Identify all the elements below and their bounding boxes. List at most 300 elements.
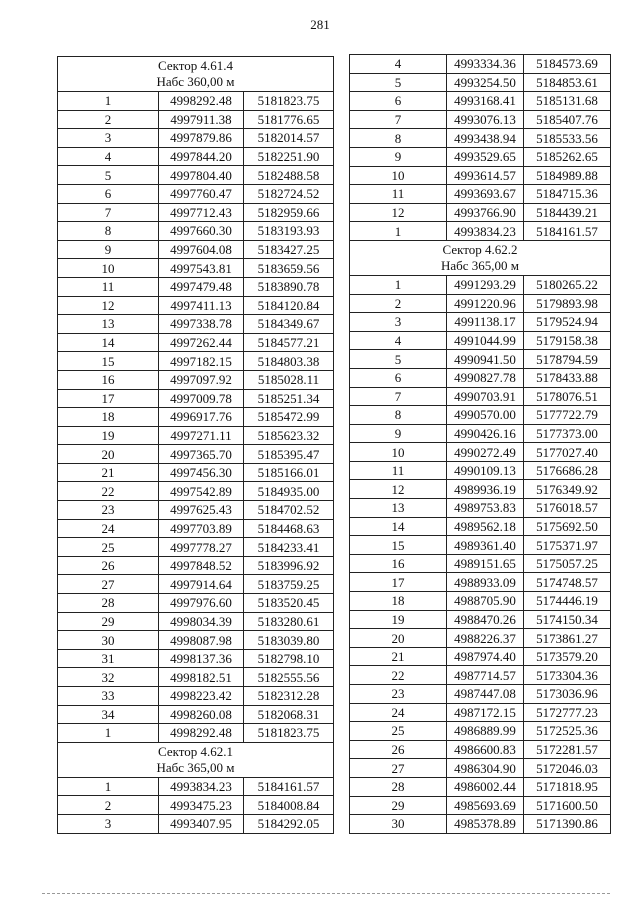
point-number: 5 bbox=[350, 350, 447, 369]
point-number: 15 bbox=[58, 352, 159, 371]
coord-y: 5183280.61 bbox=[244, 612, 334, 631]
table-row bbox=[350, 573, 611, 592]
table-row bbox=[350, 666, 611, 685]
point-number: 2 bbox=[350, 294, 447, 313]
sector-elevation: Набс 360,00 м bbox=[156, 74, 235, 89]
bottom-scan-edge bbox=[42, 893, 610, 894]
coord-x: 4997848.52 bbox=[159, 556, 244, 575]
sector-elevation: Набс 365,00 м bbox=[440, 257, 520, 273]
coord-y: 5184577.21 bbox=[244, 333, 334, 352]
table-row bbox=[350, 203, 611, 222]
coord-y: 5179158.38 bbox=[524, 331, 611, 350]
coord-x: 4989753.83 bbox=[447, 499, 524, 518]
coord-y: 5182068.31 bbox=[244, 705, 334, 724]
sector-title: Сектор 4.62.1 bbox=[157, 743, 233, 759]
point-number: 11 bbox=[350, 185, 447, 204]
coord-y: 5171600.50 bbox=[524, 796, 611, 815]
table-row bbox=[58, 777, 334, 796]
coord-x: 4997760.47 bbox=[159, 184, 244, 203]
point-number: 28 bbox=[350, 777, 447, 796]
point-number: 3 bbox=[350, 313, 447, 332]
coord-x: 4990272.49 bbox=[447, 443, 524, 462]
point-number: 2 bbox=[58, 796, 159, 815]
coord-y: 5183427.25 bbox=[244, 240, 334, 259]
table-row bbox=[58, 129, 334, 148]
table-row bbox=[350, 777, 611, 796]
point-number: 4 bbox=[350, 55, 447, 74]
coord-y: 5184935.00 bbox=[244, 482, 334, 501]
table-row bbox=[350, 685, 611, 704]
table-row bbox=[350, 554, 611, 573]
coord-x: 4990570.00 bbox=[447, 406, 524, 425]
point-number: 16 bbox=[58, 370, 159, 389]
coord-x: 4997543.81 bbox=[159, 259, 244, 278]
coord-y: 5184989.88 bbox=[524, 166, 611, 185]
coord-x: 4993407.95 bbox=[159, 814, 244, 833]
coord-x: 4993334.36 bbox=[447, 55, 524, 74]
coord-y: 5181823.75 bbox=[244, 92, 334, 111]
coord-y: 5184349.67 bbox=[244, 315, 334, 334]
table-row bbox=[350, 796, 611, 815]
coord-x: 4985378.89 bbox=[447, 815, 524, 834]
sector-header-row bbox=[58, 57, 334, 92]
point-number: 14 bbox=[350, 517, 447, 536]
coord-x: 4997660.30 bbox=[159, 222, 244, 241]
point-number: 33 bbox=[58, 687, 159, 706]
coord-y: 5185131.68 bbox=[524, 92, 611, 111]
table-row bbox=[58, 556, 334, 575]
point-number: 2 bbox=[58, 110, 159, 129]
coord-x: 4989361.40 bbox=[447, 536, 524, 555]
table-row bbox=[58, 445, 334, 464]
coord-y: 5185166.01 bbox=[244, 463, 334, 482]
coord-y: 5183890.78 bbox=[244, 277, 334, 296]
coord-y: 5185407.76 bbox=[524, 110, 611, 129]
coord-x: 4997914.64 bbox=[159, 575, 244, 594]
table-row bbox=[350, 647, 611, 666]
coord-x: 4990703.91 bbox=[447, 387, 524, 406]
coord-y: 5183193.93 bbox=[244, 222, 334, 241]
table-row bbox=[58, 92, 334, 111]
point-number: 8 bbox=[58, 222, 159, 241]
point-number: 26 bbox=[58, 556, 159, 575]
coord-y: 5181776.65 bbox=[244, 110, 334, 129]
point-number: 13 bbox=[58, 315, 159, 334]
coord-x: 4986600.83 bbox=[447, 740, 524, 759]
coord-y: 5185262.65 bbox=[524, 147, 611, 166]
coord-y: 5182312.28 bbox=[244, 687, 334, 706]
point-number: 21 bbox=[350, 647, 447, 666]
table-row bbox=[58, 631, 334, 650]
table-row bbox=[350, 480, 611, 499]
coord-x: 4997479.48 bbox=[159, 277, 244, 296]
coord-x: 4989151.65 bbox=[447, 554, 524, 573]
coord-y: 5174446.19 bbox=[524, 592, 611, 611]
page-number: 281 bbox=[310, 17, 330, 32]
point-number: 18 bbox=[350, 592, 447, 611]
coord-y: 5184573.69 bbox=[524, 55, 611, 74]
table-row bbox=[58, 796, 334, 815]
coord-x: 4988470.26 bbox=[447, 610, 524, 629]
table-row bbox=[58, 110, 334, 129]
coord-x: 4990426.16 bbox=[447, 424, 524, 443]
table-row bbox=[350, 629, 611, 648]
table-row bbox=[350, 275, 611, 294]
coord-x: 4993529.65 bbox=[447, 147, 524, 166]
coord-y: 5182798.10 bbox=[244, 649, 334, 668]
coord-y: 5185028.11 bbox=[244, 370, 334, 389]
point-number: 11 bbox=[58, 277, 159, 296]
coord-x: 4990941.50 bbox=[447, 350, 524, 369]
point-number: 20 bbox=[350, 629, 447, 648]
coord-y: 5172525.36 bbox=[524, 722, 611, 741]
coord-y: 5179893.98 bbox=[524, 294, 611, 313]
table-row bbox=[350, 536, 611, 555]
coord-y: 5173579.20 bbox=[524, 647, 611, 666]
point-number: 25 bbox=[58, 538, 159, 557]
coord-x: 4997703.89 bbox=[159, 519, 244, 538]
table-row bbox=[350, 703, 611, 722]
coord-y: 5175692.50 bbox=[524, 517, 611, 536]
table-row bbox=[58, 147, 334, 166]
coord-y: 5184803.38 bbox=[244, 352, 334, 371]
coord-x: 4998260.08 bbox=[159, 705, 244, 724]
coord-x: 4997338.78 bbox=[159, 315, 244, 334]
coord-y: 5182251.90 bbox=[244, 147, 334, 166]
coord-x: 4993834.23 bbox=[447, 222, 524, 241]
coord-y: 5176349.92 bbox=[524, 480, 611, 499]
point-number: 31 bbox=[58, 649, 159, 668]
point-number: 4 bbox=[350, 331, 447, 350]
point-number: 5 bbox=[58, 166, 159, 185]
coord-y: 5177373.00 bbox=[524, 424, 611, 443]
coord-x: 4998034.39 bbox=[159, 612, 244, 631]
point-number: 7 bbox=[58, 203, 159, 222]
point-number: 29 bbox=[350, 796, 447, 815]
coord-x: 4997804.40 bbox=[159, 166, 244, 185]
coord-y: 5178794.59 bbox=[524, 350, 611, 369]
table-row bbox=[350, 499, 611, 518]
coord-x: 4997844.20 bbox=[159, 147, 244, 166]
coord-x: 4997456.30 bbox=[159, 463, 244, 482]
coord-x: 4993254.50 bbox=[447, 73, 524, 92]
coord-y: 5182724.52 bbox=[244, 184, 334, 203]
coord-y: 5174748.57 bbox=[524, 573, 611, 592]
coord-x: 4997542.89 bbox=[159, 482, 244, 501]
coord-x: 4997009.78 bbox=[159, 389, 244, 408]
table-row bbox=[350, 147, 611, 166]
table-row bbox=[350, 350, 611, 369]
table-row bbox=[58, 814, 334, 833]
point-number: 1 bbox=[58, 92, 159, 111]
coord-y: 5178433.88 bbox=[524, 368, 611, 387]
coord-x: 4990109.13 bbox=[447, 461, 524, 480]
coord-y: 5184702.52 bbox=[244, 501, 334, 520]
point-number: 19 bbox=[58, 426, 159, 445]
table-row bbox=[350, 406, 611, 425]
point-number: 6 bbox=[350, 92, 447, 111]
point-number: 15 bbox=[350, 536, 447, 555]
table-row bbox=[350, 129, 611, 148]
table-row bbox=[58, 296, 334, 315]
point-number: 30 bbox=[58, 631, 159, 650]
coord-y: 5172046.03 bbox=[524, 759, 611, 778]
coord-x: 4998292.48 bbox=[159, 724, 244, 743]
coord-y: 5182488.58 bbox=[244, 166, 334, 185]
sector-header bbox=[350, 240, 611, 275]
point-number: 23 bbox=[58, 501, 159, 520]
table-row bbox=[58, 649, 334, 668]
point-number: 9 bbox=[350, 147, 447, 166]
table-row bbox=[350, 461, 611, 480]
coord-y: 5182555.56 bbox=[244, 668, 334, 687]
coord-x: 4993834.23 bbox=[159, 777, 244, 796]
table-row bbox=[350, 610, 611, 629]
point-number: 9 bbox=[58, 240, 159, 259]
coord-x: 4986889.99 bbox=[447, 722, 524, 741]
point-number: 14 bbox=[58, 333, 159, 352]
point-number: 18 bbox=[58, 408, 159, 427]
coord-x: 4998087.98 bbox=[159, 631, 244, 650]
coord-y: 5185395.47 bbox=[244, 445, 334, 464]
table-row bbox=[58, 482, 334, 501]
table-row bbox=[58, 687, 334, 706]
sector-header-row bbox=[58, 742, 334, 777]
coord-y: 5177722.79 bbox=[524, 406, 611, 425]
coord-x: 4993168.41 bbox=[447, 92, 524, 111]
coord-x: 4998223.42 bbox=[159, 687, 244, 706]
point-number: 22 bbox=[58, 482, 159, 501]
table-row bbox=[58, 538, 334, 557]
point-number: 1 bbox=[350, 275, 447, 294]
table-row bbox=[350, 55, 611, 74]
table-row bbox=[58, 277, 334, 296]
coord-y: 5171390.86 bbox=[524, 815, 611, 834]
point-number: 1 bbox=[350, 222, 447, 241]
coord-x: 4985693.69 bbox=[447, 796, 524, 815]
point-number: 34 bbox=[58, 705, 159, 724]
point-number: 22 bbox=[350, 666, 447, 685]
coord-x: 4993076.13 bbox=[447, 110, 524, 129]
point-number: 7 bbox=[350, 110, 447, 129]
coord-y: 5171818.95 bbox=[524, 777, 611, 796]
point-number: 6 bbox=[58, 184, 159, 203]
point-number: 28 bbox=[58, 594, 159, 613]
coord-x: 4990827.78 bbox=[447, 368, 524, 387]
coord-y: 5178076.51 bbox=[524, 387, 611, 406]
coord-y: 5173861.27 bbox=[524, 629, 611, 648]
coord-x: 4998137.36 bbox=[159, 649, 244, 668]
coord-y: 5174150.34 bbox=[524, 610, 611, 629]
table-row bbox=[58, 240, 334, 259]
coord-x: 4989562.18 bbox=[447, 517, 524, 536]
table-row bbox=[350, 331, 611, 350]
point-number: 16 bbox=[350, 554, 447, 573]
table-row bbox=[350, 313, 611, 332]
point-number: 17 bbox=[350, 573, 447, 592]
coord-y: 5184468.63 bbox=[244, 519, 334, 538]
table-row bbox=[350, 740, 611, 759]
coord-x: 4987172.15 bbox=[447, 703, 524, 722]
coordinates-table-right bbox=[349, 54, 611, 834]
point-number: 23 bbox=[350, 685, 447, 704]
point-number: 5 bbox=[350, 73, 447, 92]
sector-title: Сектор 4.62.2 bbox=[442, 241, 518, 257]
coord-x: 4991293.29 bbox=[447, 275, 524, 294]
coord-x: 4997271.11 bbox=[159, 426, 244, 445]
table-row bbox=[350, 166, 611, 185]
coord-y: 5177027.40 bbox=[524, 443, 611, 462]
coord-y: 5183659.56 bbox=[244, 259, 334, 278]
coord-y: 5184161.57 bbox=[524, 222, 611, 241]
coord-x: 4997182.15 bbox=[159, 352, 244, 371]
coord-y: 5184008.84 bbox=[244, 796, 334, 815]
point-number: 27 bbox=[58, 575, 159, 594]
table-row bbox=[350, 387, 611, 406]
coord-x: 4986002.44 bbox=[447, 777, 524, 796]
coord-y: 5183996.92 bbox=[244, 556, 334, 575]
sector-elevation: Набс 365,00 м bbox=[156, 759, 235, 775]
point-number: 12 bbox=[350, 480, 447, 499]
table-row bbox=[58, 315, 334, 334]
table-row bbox=[350, 443, 611, 462]
coord-x: 4993766.90 bbox=[447, 203, 524, 222]
coord-y: 5184715.36 bbox=[524, 185, 611, 204]
coord-y: 5173036.96 bbox=[524, 685, 611, 704]
sector-header-row bbox=[350, 240, 611, 275]
coord-x: 4991138.17 bbox=[447, 313, 524, 332]
coord-y: 5184439.21 bbox=[524, 203, 611, 222]
point-number: 10 bbox=[350, 166, 447, 185]
coord-x: 4997778.27 bbox=[159, 538, 244, 557]
coord-x: 4988933.09 bbox=[447, 573, 524, 592]
coord-y: 5185472.99 bbox=[244, 408, 334, 427]
point-number: 24 bbox=[350, 703, 447, 722]
table-row bbox=[350, 368, 611, 387]
point-number: 11 bbox=[350, 461, 447, 480]
coord-x: 4997097.92 bbox=[159, 370, 244, 389]
coord-y: 5175057.25 bbox=[524, 554, 611, 573]
coord-x: 4986304.90 bbox=[447, 759, 524, 778]
table-row bbox=[350, 92, 611, 111]
coord-y: 5184161.57 bbox=[244, 777, 334, 796]
point-number: 1 bbox=[58, 777, 159, 796]
table-row bbox=[58, 184, 334, 203]
point-number: 8 bbox=[350, 129, 447, 148]
table-row bbox=[58, 259, 334, 278]
table-row bbox=[350, 759, 611, 778]
coord-x: 4998292.48 bbox=[159, 92, 244, 111]
coord-x: 4997879.86 bbox=[159, 129, 244, 148]
table-row bbox=[58, 724, 334, 743]
table-row bbox=[350, 73, 611, 92]
table-row bbox=[58, 389, 334, 408]
coord-y: 5185623.32 bbox=[244, 426, 334, 445]
coord-x: 4997262.44 bbox=[159, 333, 244, 352]
coord-y: 5173304.36 bbox=[524, 666, 611, 685]
coord-x: 4987974.40 bbox=[447, 647, 524, 666]
coord-y: 5185533.56 bbox=[524, 129, 611, 148]
point-number: 25 bbox=[350, 722, 447, 741]
point-number: 10 bbox=[58, 259, 159, 278]
point-number: 20 bbox=[58, 445, 159, 464]
coord-x: 4997625.43 bbox=[159, 501, 244, 520]
sector-title: Сектор 4.61.4 bbox=[157, 58, 233, 73]
table-row bbox=[58, 203, 334, 222]
coord-x: 4991220.96 bbox=[447, 294, 524, 313]
table-row bbox=[58, 575, 334, 594]
coord-y: 5172777.23 bbox=[524, 703, 611, 722]
table-row bbox=[58, 370, 334, 389]
table-row bbox=[350, 185, 611, 204]
coord-x: 4988226.37 bbox=[447, 629, 524, 648]
table-row bbox=[58, 333, 334, 352]
sector-header bbox=[58, 57, 334, 92]
table-row bbox=[58, 463, 334, 482]
coord-x: 4993693.67 bbox=[447, 185, 524, 204]
coord-y: 5175371.97 bbox=[524, 536, 611, 555]
table-row bbox=[58, 408, 334, 427]
coord-y: 5181823.75 bbox=[244, 724, 334, 743]
point-number: 19 bbox=[350, 610, 447, 629]
table-row bbox=[58, 426, 334, 445]
coord-x: 4989936.19 bbox=[447, 480, 524, 499]
coord-x: 4996917.76 bbox=[159, 408, 244, 427]
table-row bbox=[58, 612, 334, 631]
point-number: 12 bbox=[350, 203, 447, 222]
table-row bbox=[58, 705, 334, 724]
point-number: 30 bbox=[350, 815, 447, 834]
coord-y: 5185251.34 bbox=[244, 389, 334, 408]
coord-y: 5184853.61 bbox=[524, 73, 611, 92]
coord-x: 4993614.57 bbox=[447, 166, 524, 185]
coord-x: 4997712.43 bbox=[159, 203, 244, 222]
point-number: 6 bbox=[350, 368, 447, 387]
point-number: 8 bbox=[350, 406, 447, 425]
point-number: 3 bbox=[58, 814, 159, 833]
table-row bbox=[58, 668, 334, 687]
table-row bbox=[350, 110, 611, 129]
coord-x: 4998182.51 bbox=[159, 668, 244, 687]
point-number: 21 bbox=[58, 463, 159, 482]
coord-y: 5184233.41 bbox=[244, 538, 334, 557]
coord-x: 4997411.13 bbox=[159, 296, 244, 315]
coord-y: 5180265.22 bbox=[524, 275, 611, 294]
coord-y: 5182959.66 bbox=[244, 203, 334, 222]
table-row bbox=[58, 594, 334, 613]
table-row bbox=[58, 501, 334, 520]
table-row bbox=[350, 222, 611, 241]
coord-y: 5184292.05 bbox=[244, 814, 334, 833]
point-number: 27 bbox=[350, 759, 447, 778]
point-number: 7 bbox=[350, 387, 447, 406]
point-number: 1 bbox=[58, 724, 159, 743]
coord-x: 4991044.99 bbox=[447, 331, 524, 350]
table-row bbox=[58, 352, 334, 371]
coord-y: 5183520.45 bbox=[244, 594, 334, 613]
coord-y: 5176018.57 bbox=[524, 499, 611, 518]
point-number: 10 bbox=[350, 443, 447, 462]
coord-y: 5172281.57 bbox=[524, 740, 611, 759]
table-row bbox=[58, 222, 334, 241]
point-number: 32 bbox=[58, 668, 159, 687]
point-number: 29 bbox=[58, 612, 159, 631]
point-number: 13 bbox=[350, 499, 447, 518]
point-number: 17 bbox=[58, 389, 159, 408]
point-number: 9 bbox=[350, 424, 447, 443]
sector-header bbox=[58, 742, 334, 777]
point-number: 4 bbox=[58, 147, 159, 166]
